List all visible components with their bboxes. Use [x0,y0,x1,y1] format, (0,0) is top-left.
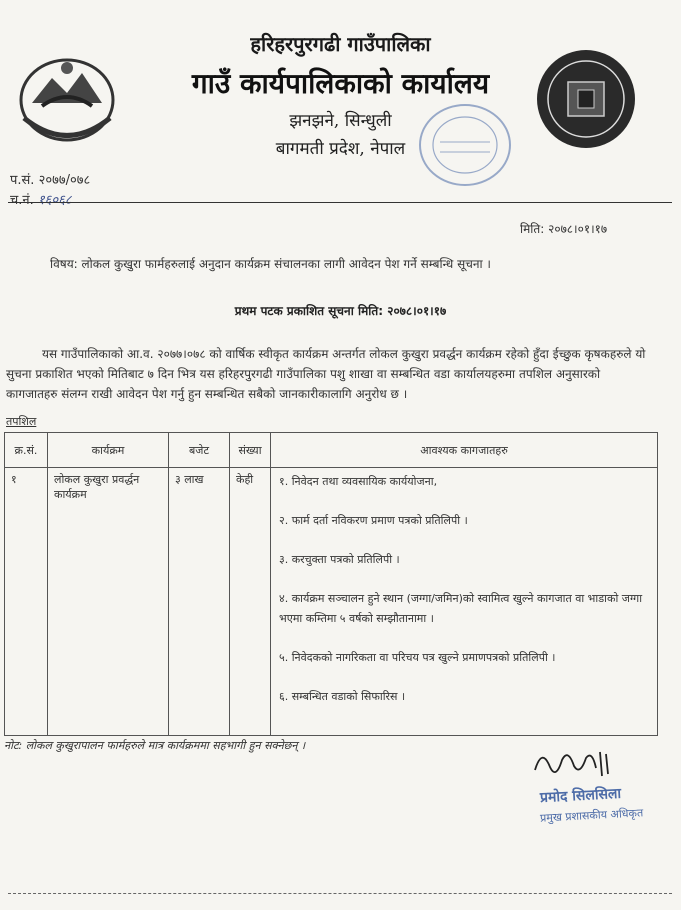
signatory-name: प्रमोद सिलसिला [539,785,622,807]
table-header-row [5,433,658,468]
letter-reference [10,170,90,188]
subject-line: विषय: लोकल कुखुरा फार्महरुलाई अनुदान कार्यक्रम संचालनका लागी आवेदन पेश गर्ने सम्बन्धि सूचना । [50,257,491,271]
document-item: ६. सम्बन्धित वडाको सिफारिस । [279,690,406,703]
letter-date: मिति: २०७८।०१।१७ [520,222,608,236]
footer-divider [8,893,672,894]
details-label: तपशिल [6,415,37,428]
ps-value: २०७७/०७८ [38,173,91,188]
row-documents [271,468,658,736]
row-serial: १ [5,468,48,736]
office-title: गाउँ कार्यपालिकाको कार्यालय [191,67,490,100]
table-header: क्र.सं. [5,433,48,468]
signatory-designation: प्रमुख प्रशासकीय अधिकृत [539,806,644,825]
table-header: आवश्यक कागजातहरु [271,433,658,468]
document-item: ३. करचुक्ता पत्रको प्रतिलिपी । [279,553,400,566]
notice-title: प्रथम पटक प्रकाशित सूचना मिति: २०७८।०१।१७ [234,304,447,318]
table-header: बजेट [169,433,230,468]
document-item: ५. निवेदकको नागरिकता वा परिचय पत्र खुल्ने प्रमाणपत्रको प्रतिलिपी । [279,651,556,664]
header-divider [8,202,672,203]
table-header: कार्यक्रम [48,433,169,468]
cn-label: च.नं. [10,193,34,208]
requirements-table [4,432,658,736]
row-count: केही [230,468,271,736]
table-row [5,468,658,736]
cn-value: १६०६८ [37,193,72,208]
document-item: १. निवेदन तथा व्यवसायिक कार्ययोजना, [279,475,438,488]
row-budget: ३ लाख [169,468,230,736]
address-line-1: झनझने, सिन्धुली [289,111,392,131]
dispatch-number [10,190,72,208]
footnote: नोट: लोकल कुखुरापालन फार्महरुले मात्र कार्यक्रममा सहभागी हुन सक्नेछन् । [4,739,306,752]
handwritten-signature [530,742,620,782]
ps-label: प.सं. [10,173,35,188]
document-item: ४. कार्यक्रम सञ्चालन हुने स्थान (जग्गा/जमिन)को स्वामित्व खुल्ने कागजात वा भाडाको जग्गा भएमा कम्तिमा ५ वर्षको सम्झौतानामा । [279,592,643,625]
row-program: लोकल कुखुरा प्रवर्द्धन कार्यक्रम [48,468,169,736]
address-line-2: बागमती प्रदेश, नेपाल [275,139,406,159]
document-item: २. फार्म दर्ता नविकरण प्रमाण पत्रको प्रतिलिपी । [279,514,468,527]
municipality-name: हरिहरपुरगढी गाउँपालिका [250,32,431,56]
body-paragraph: यस गाउँपालिकाको आ.व. २०७७।०७८ को वार्षिक स्वीकृत कार्यक्रम अन्तर्गत लोकल कुखुरा प्रवर्द्धन कार्यक्रम रहेको हुँदा ईच्छुक कृषकहरुले यो सुचना प्रकाशित भएको मितिबाट ७ दिन भित्र यस हरिहरपुरगढी गाउँपालिका पशु शाखा वा सम्बन्धित वडा कार्यालयहरुमा तपशिल अनुसारको कागजातहरु संलग्न राखी आवेदन पेश गर्नु हुन सम्बन्धित सबैको जानकारीकालागि अनुरोध छ । [6,347,646,401]
table-header: संख्या [230,433,271,468]
